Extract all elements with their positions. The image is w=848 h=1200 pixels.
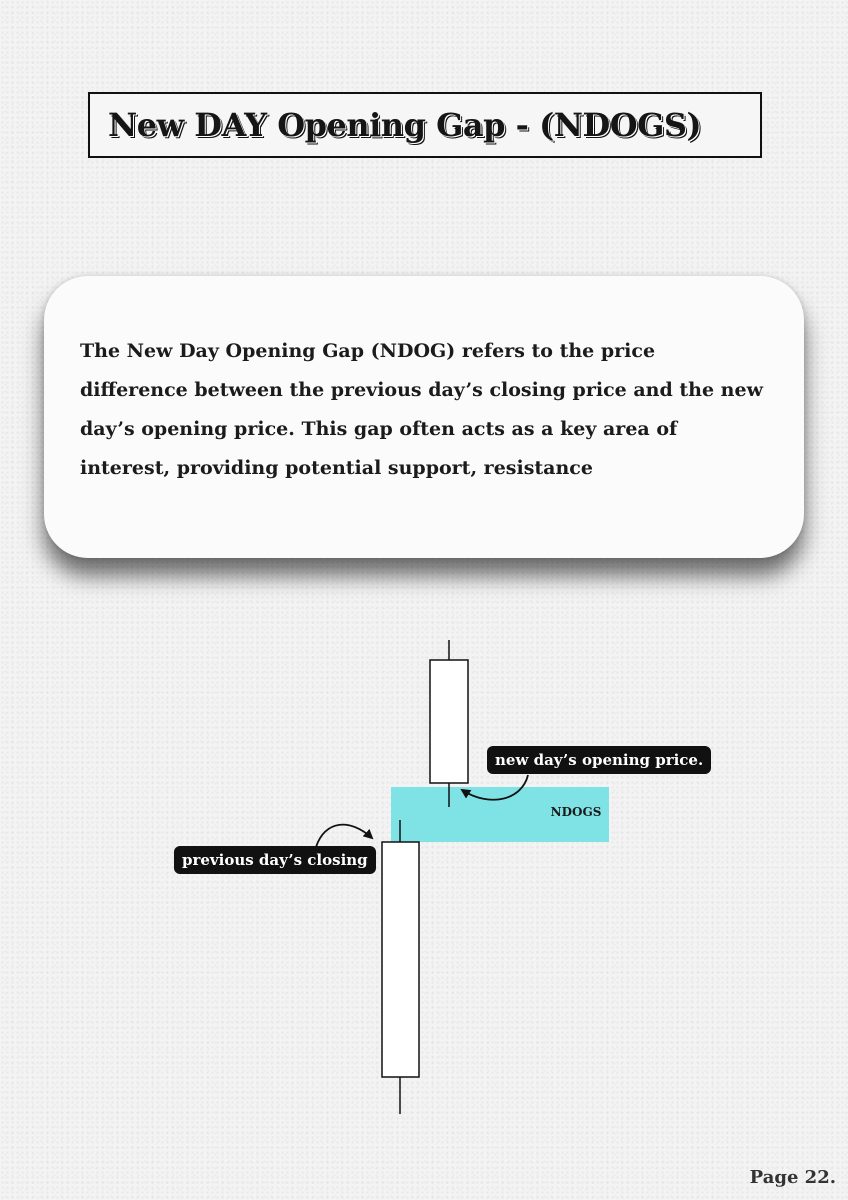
new-day-candle: [430, 640, 468, 807]
page-number: Page 22.: [749, 1167, 836, 1188]
page-title: New DAY Opening Gap - (NDOGS): [108, 106, 702, 144]
closing-arrow: [316, 825, 372, 847]
opening-price-label: new day’s opening price.: [487, 746, 711, 774]
closing-price-label: previous day’s closing: [174, 846, 376, 874]
new-day-candle-body: [430, 660, 468, 783]
description-text: The New Day Opening Gap (NDOG) refers to the price difference between the previous day’s closing price and the new day’s opening price. This gap often acts as a key area of interest, providing potential support, resistance: [80, 340, 763, 479]
description-card: [44, 276, 804, 558]
title-box: [88, 92, 762, 158]
previous-day-candle: [382, 820, 419, 1114]
previous-day-candle-body: [382, 842, 419, 1077]
ndog-zone-label: NDOGS: [550, 805, 602, 819]
ndog-diagram: [0, 620, 848, 1140]
